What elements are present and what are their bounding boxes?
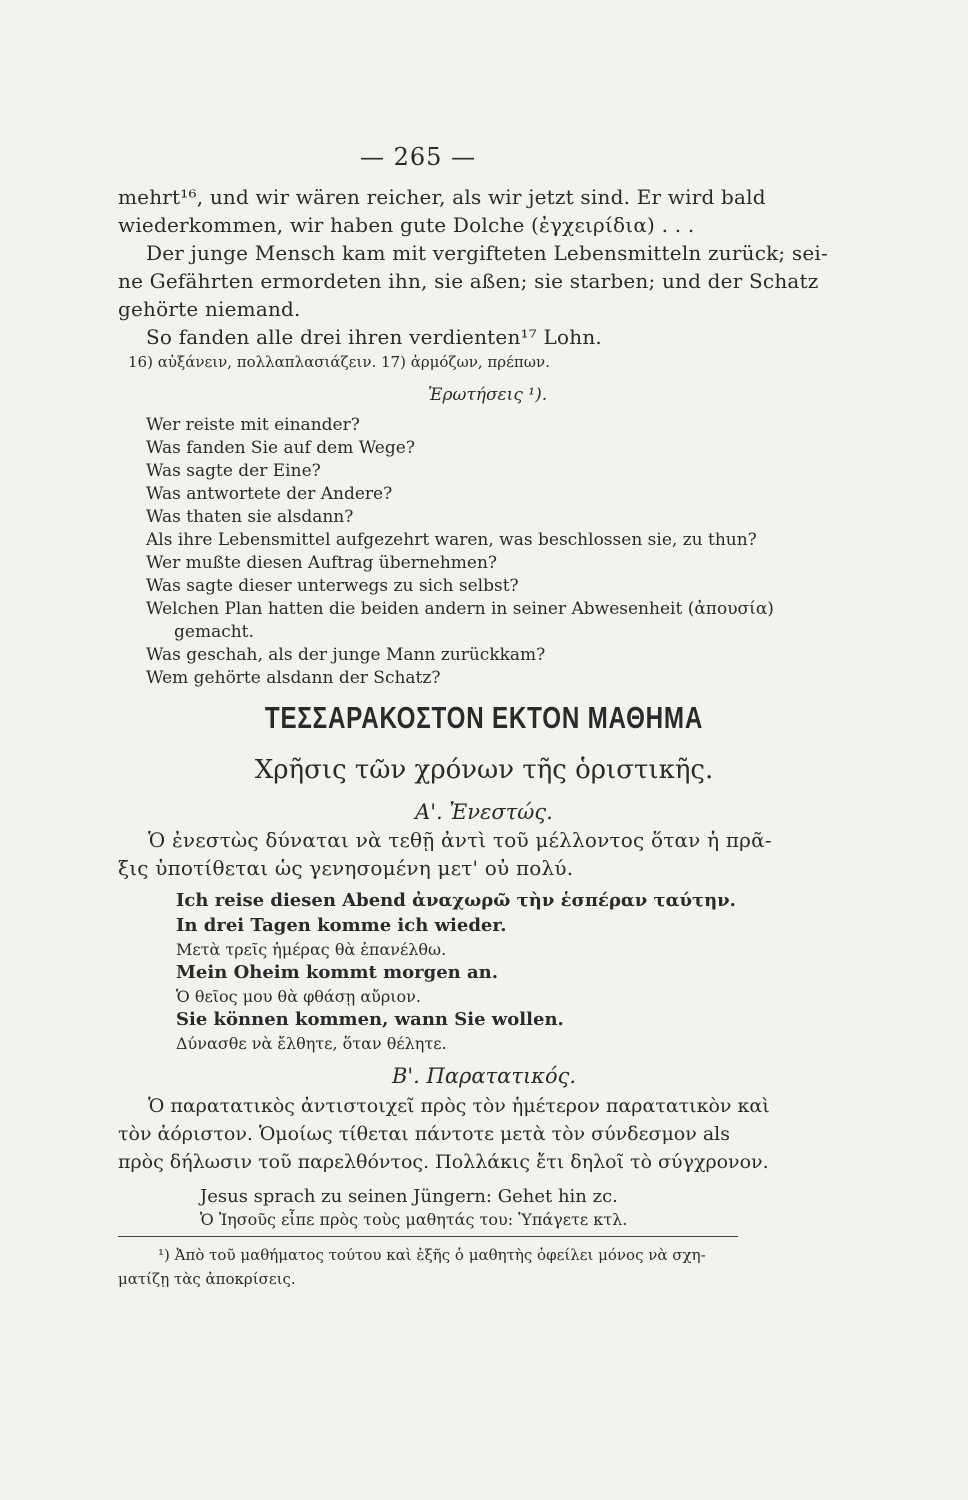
section-b-text-line: Ὁ παρατατικὸς ἀντιστοιχεῖ πρὸς τὸν ἡμέτερον παρατατικὸν καὶ [148,1095,770,1117]
example-line: Ὁ Ἰησοῦς εἶπε πρὸς τοὺς μαθητάς του: Ὑπάγετε κτλ. [200,1210,628,1229]
section-b-text-line: πρὸς δήλωσιν τοῦ παρελθόντος. Πολλάκις ἔτι δηλοῖ τὸ σύγχρονον. [118,1151,769,1173]
question-line: Was sagte der Eine? [146,461,321,481]
paragraph-line: Der junge Mensch kam mit vergifteten Lebensmitteln zurück; sei- [146,241,828,265]
section-a-text-line: ξις ὑποτίθεται ὡς γενησομένη μετ' οὐ πολύ. [118,856,574,880]
example-line: Δύνασθε νὰ ἔλθητε, ὅταν θέλητε. [176,1034,447,1053]
footnote-line: ματίζῃ τὰς ἀποκρίσεις. [118,1270,296,1288]
footnote-divider [118,1236,738,1237]
question-line: Was antwortete der Andere? [146,484,393,504]
question-line: Wer reiste mit einander? [146,415,360,435]
example-line: Ich reise diesen Abend ἀναχωρῶ τὴν ἑσπέραν ταύτην. [176,890,736,911]
example-line: Μετὰ τρεῖς ἡμέρας θὰ ἐπανέλθω. [176,940,447,959]
question-line: Was sagte dieser unterwegs zu sich selbst? [146,576,519,596]
page-number: — 265 — [360,143,477,171]
section-b-heading: Β'. Παρατατικός. [391,1064,577,1088]
section-b-text-line: τὸν ἀόριστον. Ὁμοίως τίθεται πάντοτε μετὰ τὸν σύνδεσμον als [118,1123,730,1145]
example-line: In drei Tagen komme ich wieder. [176,915,507,936]
example-line: Mein Oheim kommt morgen an. [176,962,499,983]
example-line: Sie können kommen, wann Sie wollen. [176,1009,564,1030]
question-line: Was geschah, als der junge Mann zurückkam? [146,645,546,665]
question-line: Wer mußte diesen Auftrag übernehmen? [146,553,498,573]
question-line: Als ihre Lebensmittel aufgezehrt waren, was beschlossen sie, zu thun? [146,530,757,550]
lesson-title: ΤΕΣΣΑΡΑΚΟΣΤΟΝ ΕΚΤΟΝ ΜΑΘΗΜΑ [264,700,704,735]
footnote-line: ¹) Ἀπὸ τοῦ μαθήματος τούτου καὶ ἑξῆς ὁ μαθητὴς ὀφείλει μόνος νὰ σχη- [158,1246,706,1264]
glosses: 16) αὐξάνειν, πολλαπλασιάζειν. 17) ἁρμόζων, πρέπων. [128,353,550,371]
question-line: Was fanden Sie auf dem Wege? [146,438,415,458]
question-line: Welchen Plan hatten die beiden andern in seiner Abwesenheit (ἀπουσία) [146,599,774,619]
section-a-heading: Α'. Ἐνεστώς. [415,800,553,824]
paragraph-line: ne Gefährten ermordeten ihn, sie aßen; sie starben; und der Schatz [118,269,819,293]
section-a-text-line: Ὁ ἐνεστὼς δύναται νὰ τεθῇ ἀντὶ τοῦ μέλλοντος ὅταν ἡ πρᾶ- [148,828,772,852]
questions-title: Ἐρωτήσεις ¹). [428,385,548,405]
lesson-subtitle: Χρῆσις τῶν χρόνων τῆς ὁριστικῆς. [254,755,714,785]
question-line: Wem gehörte alsdann der Schatz? [146,668,441,688]
paragraph-line: So fanden alle drei ihren verdienten¹⁷ Lohn. [146,325,602,349]
paragraph-line: wiederkommen, wir haben gute Dolche (ἐγχειρίδια) . . . [118,213,695,237]
question-line: gemacht. [174,622,254,642]
example-line: Jesus sprach zu seinen Jüngern: Gehet hin zc. [200,1186,618,1207]
question-line: Was thaten sie alsdann? [146,507,354,527]
paragraph-line: gehörte niemand. [118,297,301,321]
paragraph-line: mehrt¹⁶, und wir wären reicher, als wir jetzt sind. Er wird bald [118,185,766,209]
example-line: Ὁ θεῖος μου θὰ φθάσῃ αὔριον. [176,987,421,1006]
